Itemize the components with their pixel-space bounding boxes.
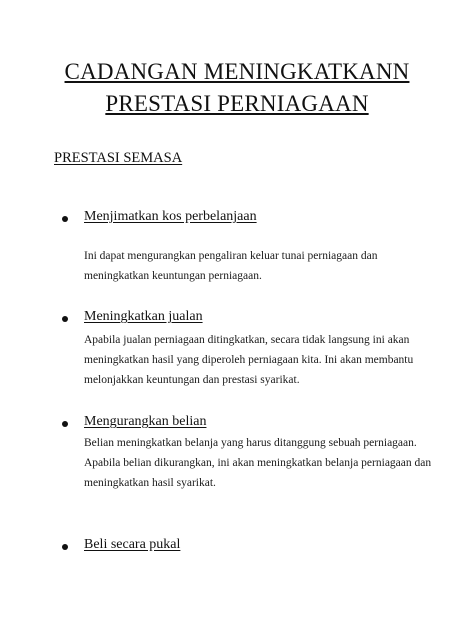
item-heading-2: Meningkatkan jualan [84, 309, 203, 324]
item-heading-4: Beli secara pukal [84, 537, 181, 552]
item-heading-3: Mengurangkan belian [84, 414, 207, 429]
item-2-line-1: Apabila jualan perniagaan ditingkatkan, secara tidak langsung ini akan [84, 334, 410, 346]
item-heading-1: Menjimatkan kos perbelanjaan [84, 209, 257, 224]
document-title-line-1: CADANGAN MENINGKATKANN [64, 59, 410, 84]
item-1-line-1: Ini dapat mengurangkan pengaliran keluar tunai perniagaan dan [84, 250, 378, 262]
section-heading: PRESTASI SEMASA [54, 150, 183, 166]
bullet-icon [62, 316, 68, 322]
item-3-line-2: Apabila belian dikurangkan, ini akan meningkatkan belanja perniagaan dan [84, 457, 432, 469]
item-1-line-2: meningkatkan keuntungan perniagaan. [84, 270, 262, 282]
item-2-line-3: melonjakkan keuntungan dan prestasi syarikat. [84, 374, 300, 386]
item-2-line-2: meningkatkan hasil yang diperoleh perniagaan kita. Ini akan membantu [84, 354, 414, 366]
bullet-icon [62, 544, 68, 550]
item-3-line-3: meningkatkan hasil syarikat. [84, 477, 216, 489]
bullet-icon [62, 216, 68, 222]
item-3-line-1: Belian meningkatkan belanja yang harus ditanggung sebuah perniagaan. [84, 437, 417, 449]
bullet-icon [62, 421, 68, 427]
document-title-line-2: PRESTASI PERNIAGAAN [105, 91, 369, 116]
